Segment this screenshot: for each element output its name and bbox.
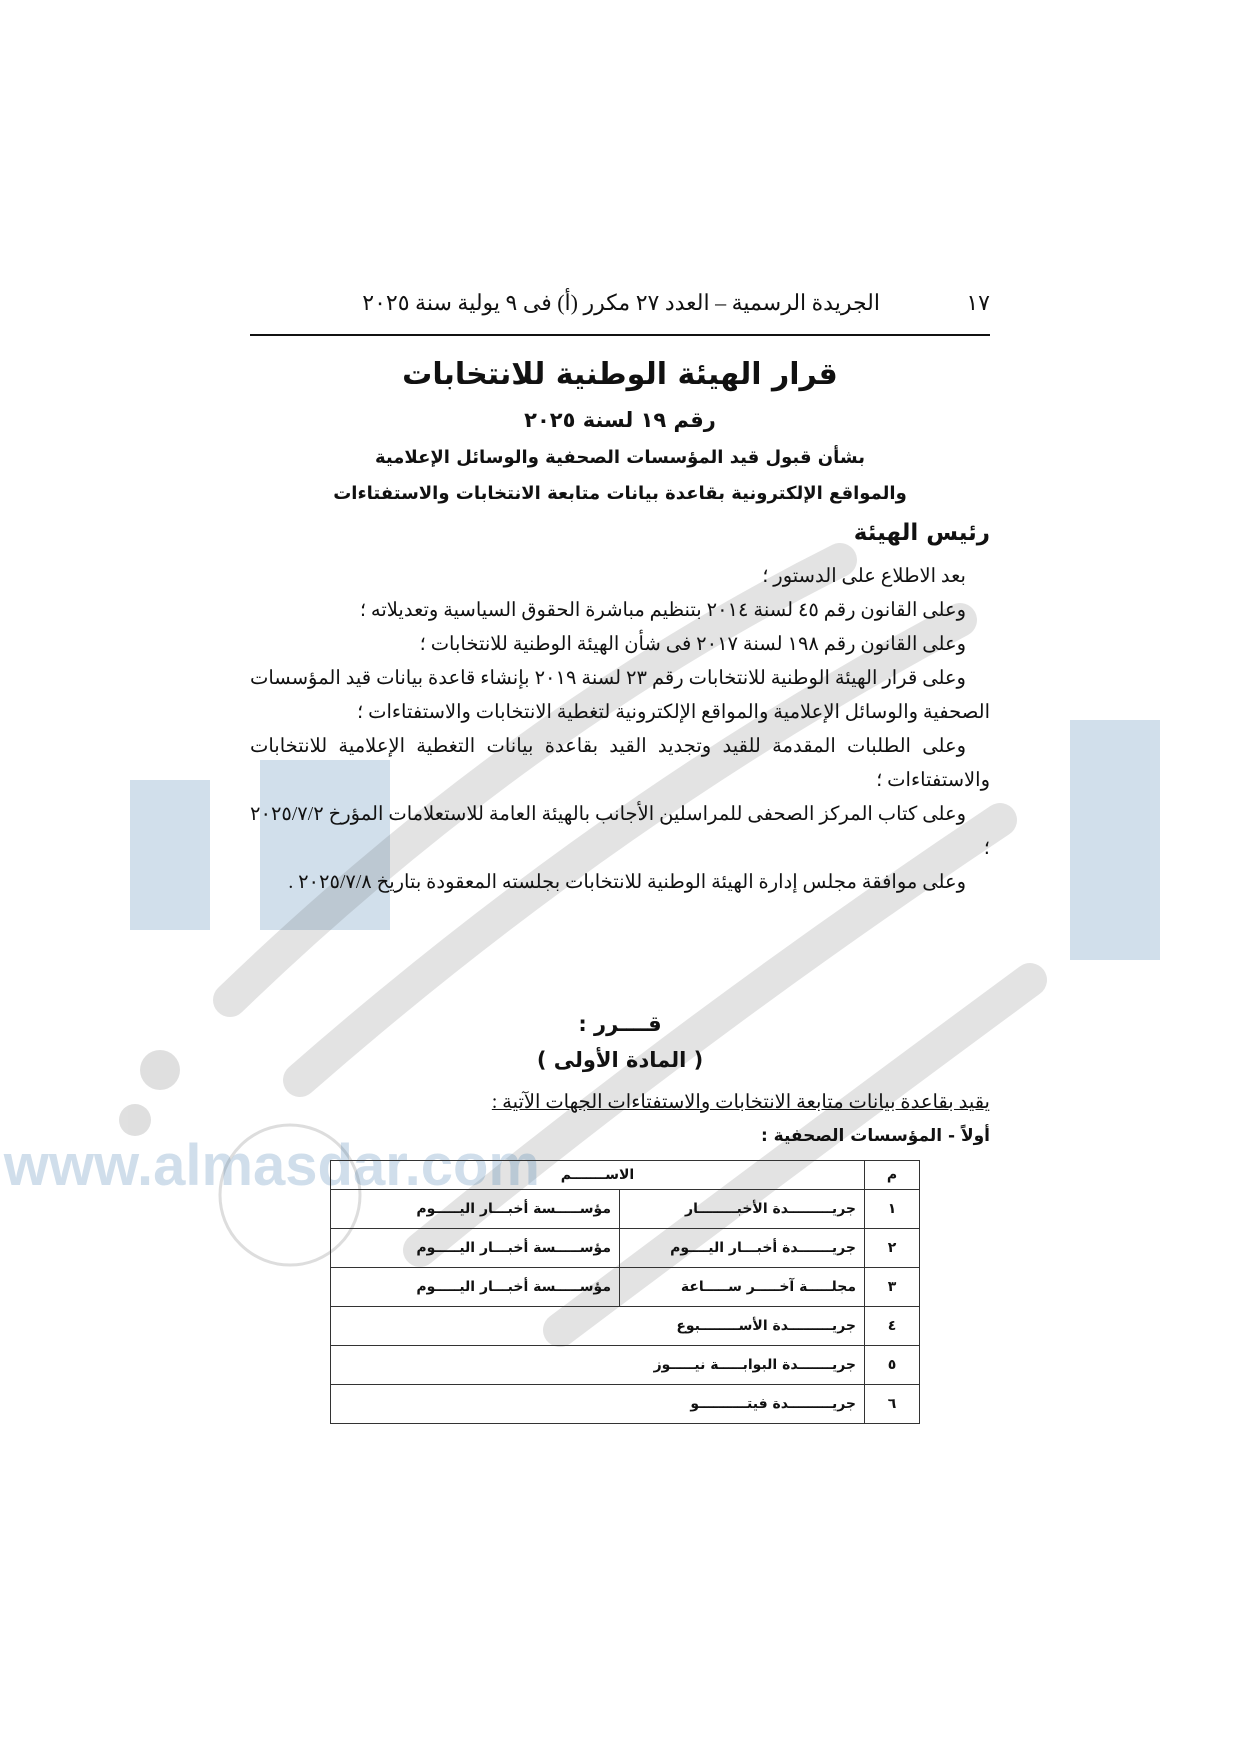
decision-subject-line-2: والمواقع الإلكترونية بقاعدة بيانات متابعة الانتخابات والاستفتاءات <box>333 483 907 504</box>
decision-subject-line-1: بشأن قبول قيد المؤسسات الصحفية والوسائل الإعلامية <box>375 447 865 468</box>
press-institutions-table <box>330 1160 920 1424</box>
page-number: ١٧ <box>966 290 990 315</box>
preamble-clause: وعلى موافقة مجلس إدارة الهيئة الوطنية للانتخابات بجلسته المعقودة بتاريخ ٢٠٢٥/٧/٨ . <box>288 872 966 893</box>
table-row <box>331 1346 920 1385</box>
publication-name: جريـــــــدة البوابـــــة نيـــــوز <box>331 1346 865 1385</box>
article-lead-text: يقيد بقاعدة بيانات متابعة الانتخابات والاستفتاءات الجهات الآتية : <box>491 1092 990 1113</box>
watermark-dot <box>119 1104 151 1136</box>
preamble-clause: وعلى القانون رقم ١٩٨ لسنة ٢٠١٧ فى شأن الهيئة الوطنية للانتخابات ؛ <box>419 634 966 655</box>
section-heading-press: أولاً - المؤسسات الصحفية : <box>760 1126 990 1146</box>
watermark-letter <box>1070 720 1160 960</box>
preamble-clause: وعلى القانون رقم ٤٥ لسنة ٢٠١٤ بتنظيم مباشرة الحقوق السياسية وتعديلاته ؛ <box>359 600 966 621</box>
chair-title: رئيس الهيئة <box>853 520 990 546</box>
preamble-clause: وعلى قرار الهيئة الوطنية للانتخابات رقم ٢٣ لسنة ٢٠١٩ بإنشاء قاعدة بيانات قيد المؤسسات الصحفية والوسائل الإعلامية والمواقع الإلكترونية لتغطية الانتخابات والاستفتاءات ؛ <box>250 668 990 723</box>
publication-name: جريـــــــــدة الأســــــــبوع <box>331 1307 865 1346</box>
column-header-name: الاســـــــم <box>331 1161 865 1190</box>
article-one-heading: ( المادة الأولى ) <box>536 1048 704 1072</box>
publisher-name: مؤســـــسة أخبـــار اليـــــوم <box>331 1268 620 1307</box>
watermark-url: www.almasdar.com <box>3 1133 540 1198</box>
decision-title: قرار الهيئة الوطنية للانتخابات <box>402 357 838 392</box>
publication-name: جريـــــــــدة الأخبــــــــار <box>620 1190 865 1229</box>
preamble <box>250 560 990 900</box>
gazette-issue-line: الجريدة الرسمية – العدد ٢٧ مكرر (أ) فى ٩ يولية سنة ٢٠٢٥ <box>362 290 880 315</box>
table-header-row <box>331 1161 920 1190</box>
watermark-letter <box>130 780 210 930</box>
publication-name: مجلـــــة آخـــــر ســـــاعة <box>620 1268 865 1307</box>
publisher-name: مؤســـــسة أخبـــار اليـــــوم <box>331 1229 620 1268</box>
preamble-clause: بعد الاطلاع على الدستور ؛ <box>762 566 966 587</box>
table-row <box>331 1268 920 1307</box>
row-number: ٤ <box>865 1307 920 1346</box>
row-number: ٢ <box>865 1229 920 1268</box>
column-header-number: م <box>865 1161 920 1190</box>
header-rule <box>250 334 990 336</box>
row-number: ٥ <box>865 1346 920 1385</box>
preamble-clause: وعلى كتاب المركز الصحفى للمراسلين الأجانب بالهيئة العامة للاستعلامات المؤرخ ٢٠٢٥/٧/٢ ؛ <box>250 804 990 859</box>
decides-heading: قــــرر : <box>578 1012 662 1036</box>
publication-name: جريـــــــــدة فيتــــــــــو <box>331 1385 865 1424</box>
row-number: ١ <box>865 1190 920 1229</box>
publisher-name: مؤســـــسة أخبـــار اليـــــوم <box>331 1190 620 1229</box>
table-row <box>331 1190 920 1229</box>
publication-name: جريـــــــدة أخبـــار اليــــوم <box>620 1229 865 1268</box>
row-number: ٣ <box>865 1268 920 1307</box>
watermark-dot <box>140 1050 180 1090</box>
preamble-clause: وعلى الطلبات المقدمة للقيد وتجديد القيد بقاعدة بيانات التغطية الإعلامية للانتخابات والاستفتاءات ؛ <box>250 736 990 791</box>
table-row <box>331 1307 920 1346</box>
table-row <box>331 1229 920 1268</box>
row-number: ٦ <box>865 1385 920 1424</box>
table-row <box>331 1385 920 1424</box>
running-head <box>250 290 990 330</box>
decision-heading <box>250 350 990 512</box>
decision-number: رقم ١٩ لسنة ٢٠٢٥ <box>524 408 716 432</box>
